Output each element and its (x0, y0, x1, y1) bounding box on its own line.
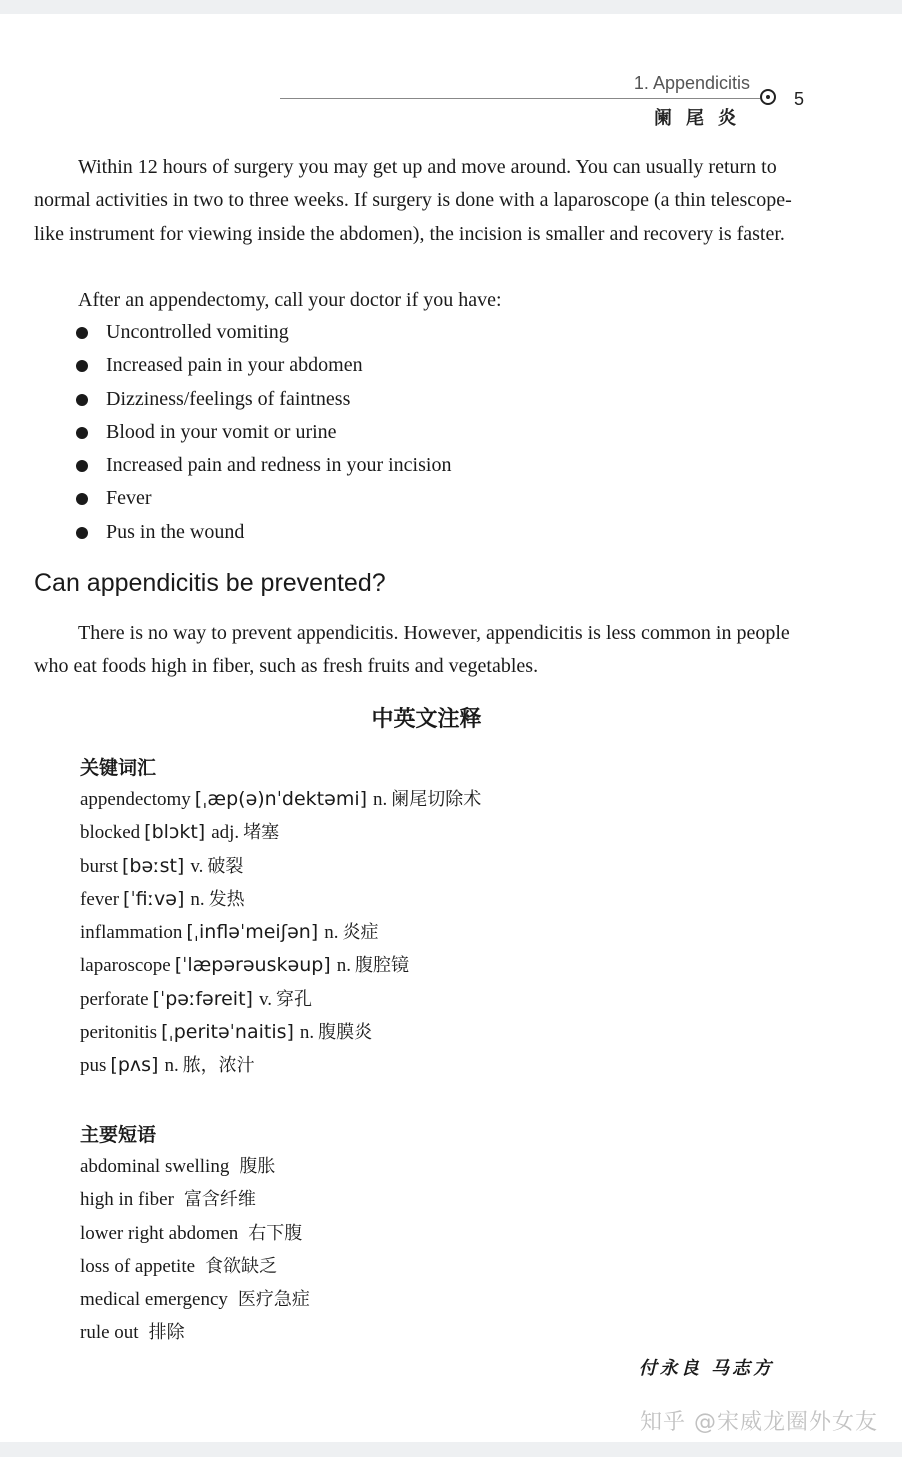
list-item: burst [bəːst] v. 破裂 (80, 854, 244, 877)
bullet-icon (76, 527, 88, 539)
list-item: pus [pʌs] n. 脓，浓汁 (80, 1054, 255, 1077)
vocab-list (80, 783, 481, 1083)
page-number: 5 (793, 89, 804, 109)
list-item: Pus in the wound (74, 516, 451, 549)
header-rule (280, 98, 760, 99)
authors: 付永良 马志方 (638, 1358, 774, 1379)
list-item: inflammation [ˌinfləˈmeiʃən] n. 炎症 (80, 921, 379, 944)
list-item: medical emergency 医疗急症 (80, 1289, 310, 1311)
list-item: fever [ˈfiːvə] n. 发热 (80, 887, 245, 910)
list-item: abdominal swelling 腹胀 (80, 1156, 276, 1177)
chapter-title-cn: 阑尾炎 (654, 108, 750, 129)
phrases-heading: 主要短语 (80, 1124, 157, 1146)
list-item: Uncontrolled vomiting (74, 316, 451, 349)
bullet-icon (76, 460, 88, 472)
list-item: Increased pain in your abdomen (74, 349, 451, 382)
bullet-icon (76, 493, 88, 505)
phrase-list (80, 1150, 310, 1350)
paragraph-prevention: There is no way to prevent appendicitis. However, appendicitis is less common in people who eat foods high in fiber, such as fresh fruits and vegetables. (34, 622, 790, 678)
list-item: Increased pain and redness in your incision (74, 449, 451, 482)
paragraph-recovery: Within 12 hours of surgery you may get up and move around. You can usually return to normal activities in two to three weeks. If surgery is done with a laparoscope (a thin telescope-like instrument for viewing inside the abdomen), the incision is smaller and recovery is faster. (34, 156, 792, 245)
paragraph-call-doctor: After an appendectomy, call your doctor if you have: (78, 289, 502, 311)
list-item: high in fiber 富含纤维 (80, 1189, 256, 1211)
list-item: appendectomy [ˌæp(ə)nˈdektəmi] n. 阑尾切除术 (80, 788, 482, 810)
list-item: peritonitis [ˌperitəˈnaitis] n. 腹膜炎 (80, 1021, 373, 1044)
list-item: lower right abdomen 右下腹 (80, 1222, 303, 1244)
watermark: 知乎 @宋威龙圈外女友 (640, 1410, 878, 1435)
target-circle-icon (760, 89, 776, 105)
top-margin-band (0, 0, 902, 14)
bullet-icon (76, 394, 88, 406)
list-item: Blood in your vomit or urine (74, 416, 451, 449)
list-item: Dizziness/feelings of faintness (74, 383, 451, 416)
list-item: rule out 排除 (80, 1322, 185, 1344)
bullet-icon (76, 327, 88, 339)
list-item: perforate [ˈpəːfəreit] v. 穿孔 (80, 987, 312, 1010)
vocab-heading: 关键词汇 (80, 757, 157, 779)
running-head (280, 70, 840, 130)
list-item: laparoscope [ˈlæpərəuskəup] n. 腹腔镜 (80, 954, 409, 977)
list-item: Fever (74, 482, 451, 515)
notes-heading: 中英文注释 (371, 707, 482, 732)
bullet-icon (76, 360, 88, 372)
list-item: loss of appetite 食欲缺乏 (80, 1255, 278, 1277)
bullet-icon (76, 427, 88, 439)
bottom-margin-band (0, 1442, 902, 1457)
symptom-list (74, 316, 451, 549)
list-item: blocked [blɔkt] adj. 堵塞 (80, 821, 280, 844)
chapter-title: 1. Appendicitis (633, 73, 750, 93)
section-heading: Can appendicitis be prevented? (34, 569, 386, 597)
